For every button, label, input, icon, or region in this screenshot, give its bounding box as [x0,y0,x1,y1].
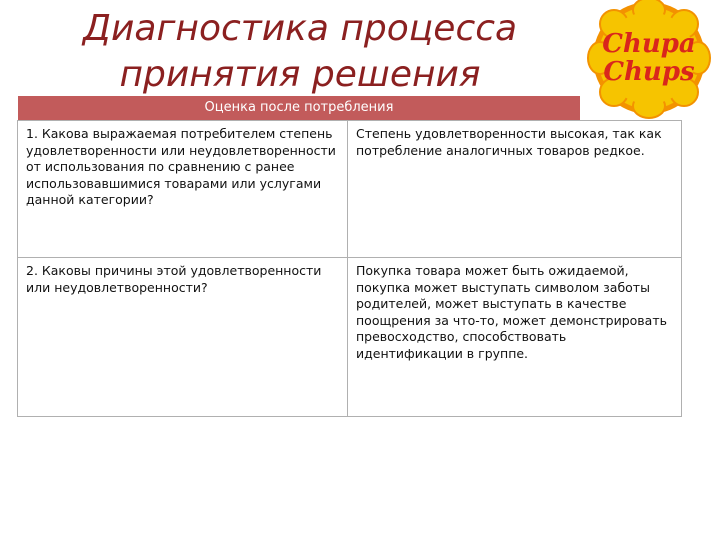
title-line-2: принятия решения [119,54,481,95]
answer-cell: Степень удовлетворенности высокая, так как потребление аналогичных товаров редкое. [348,121,682,258]
answer-cell: Покупка товара может быть ожидаемой, покупка может выступать символом заботы родителей, может выступать в качестве поощрения за что-то, может демонстрировать превосходство, способствовать идентификации в группе. [348,258,682,417]
title-line-1: Диагностика процесса [82,8,518,49]
logo-text-line-2: Chups [603,57,695,87]
table-row [18,258,682,417]
logo-text-line-1: Chupa [602,29,696,59]
evaluation-table [17,96,682,417]
question-cell: 2. Каковы причины этой удовлетворенности или неудовлетворенности? [18,258,348,417]
table-row [18,121,682,258]
question-answer-table [17,120,682,417]
table-header: Оценка после потребления [18,96,580,120]
page-title [40,6,560,98]
question-cell: 1. Какова выражаемая потребителем степень удовлетворенности или неудовлетворенности от использования по сравнению с ранее использовавшимися товарами или услугами данной категории? [18,121,348,258]
